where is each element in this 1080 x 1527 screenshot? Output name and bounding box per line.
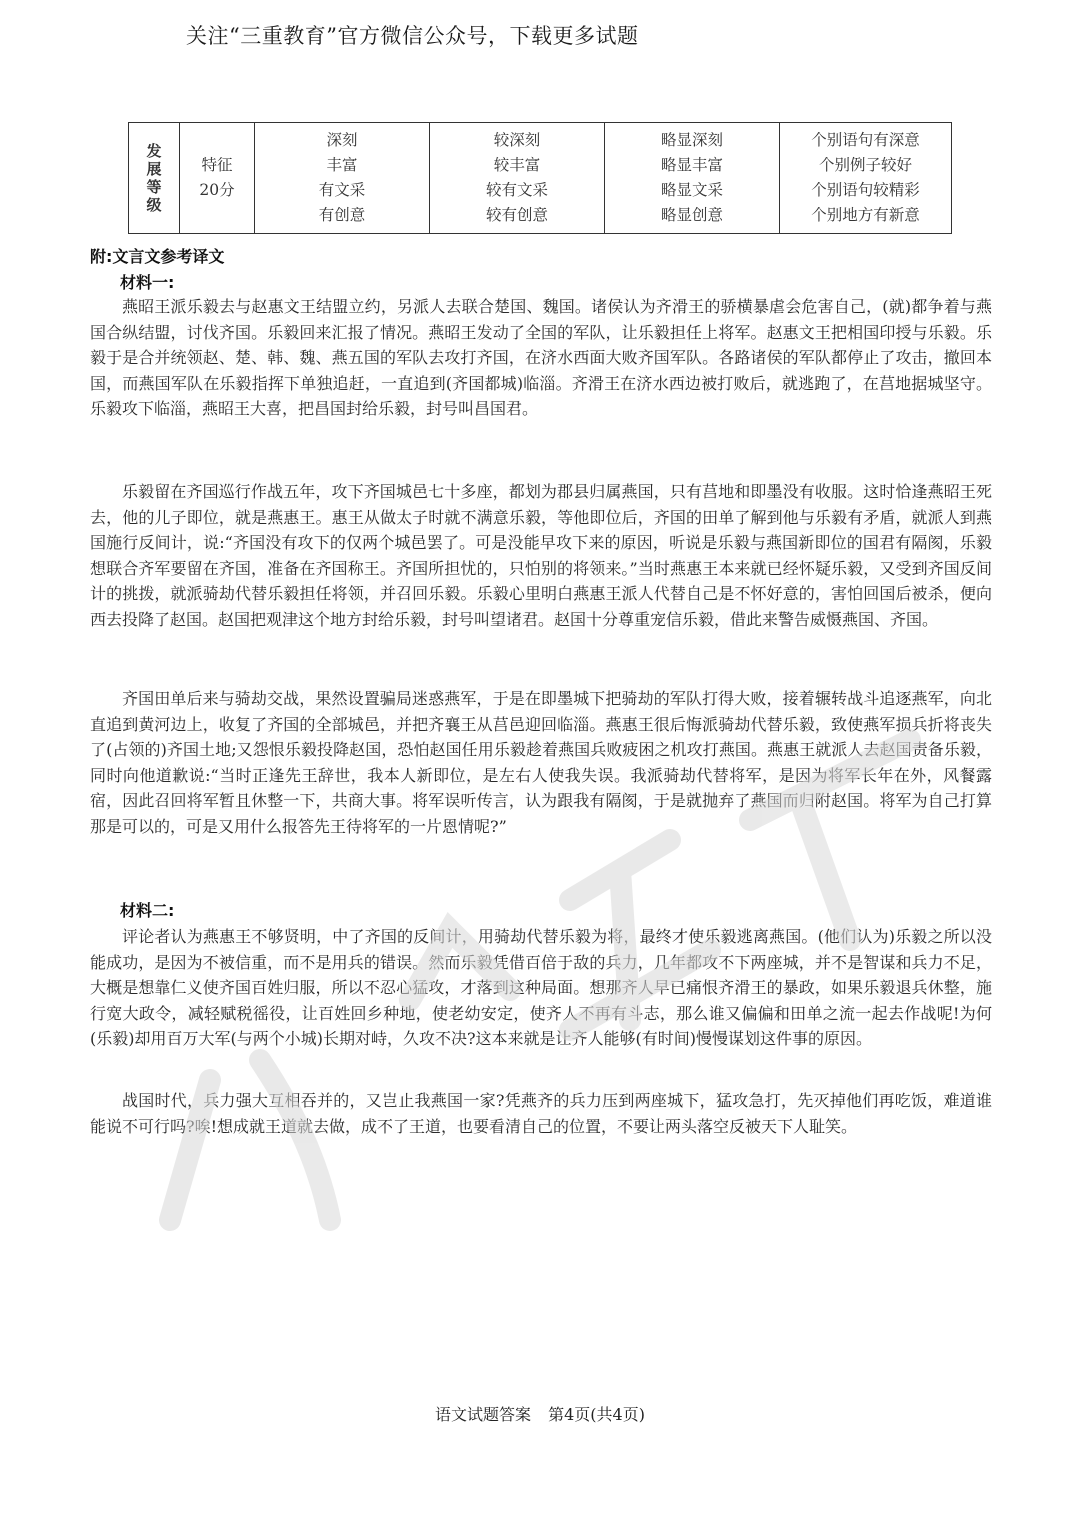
feature-cell	[180, 123, 255, 234]
level-item: 较深刻	[493, 131, 541, 149]
level-item: 个别语句较精彩	[811, 181, 920, 199]
level-1-cell	[255, 123, 430, 234]
level-item: 有创意	[318, 206, 366, 224]
material-1-paragraph: 齐国田单后来与骑劫交战，果然设置骗局迷惑燕军，于是在即墨城下把骑劫的军队打得大败，接着辗转战斗追逐燕军，向北直追到黄河边上，收复了齐国的全部城邑，并把齐襄王从莒邑迎回临淄。燕惠王很后悔派骑劫代替乐毅，致使燕军损兵折将丧失了(占领的)齐国土地;又怨恨乐毅投降赵国，恐怕赵国任用乐毅趁着燕国兵败疲困之机攻打燕国。燕惠王就派人去赵国责备乐毅，同时向他道歉说:“当时正逢先王辞世，我本人新即位，是左右人使我失误。我派骑劫代替将军，是因为将军长年在外，风餐露宿，因此召回将军暂且休整一下，共商大事。将军误听传言，认为跟我有隔阂，于是就抛弃了燕国而归附赵国。将军为自己打算那是可以的，可是又用什么报答先王待将军的一片恩情呢?”	[90, 689, 992, 836]
grading-table	[128, 122, 952, 234]
level-3-cell	[605, 123, 780, 234]
level-item: 较丰富	[493, 156, 541, 174]
category-char: 等	[146, 178, 162, 196]
level-item: 较有创意	[485, 206, 548, 224]
appendix-title: 附:文言文参考译文	[90, 247, 225, 266]
level-item: 略显深刻	[660, 131, 723, 149]
feature-label: 特征	[201, 156, 233, 174]
footer-page-number: 第4页(共4页)	[548, 1405, 645, 1424]
level-item: 略显文采	[660, 181, 723, 199]
level-2-cell	[430, 123, 605, 234]
material-1-paragraph: 乐毅留在齐国巡行作战五年，攻下齐国城邑七十多座，都划为郡县归属燕国，只有莒地和即墨没有收服。这时恰逢燕昭王死去，他的儿子即位，就是燕惠王。惠王从做太子时就不满意乐毅，等他即位后，齐国的田单了解到他与乐毅有矛盾，就派人到燕国施行反间计，说:“齐国没有攻下的仅两个城邑罢了。可是没能早攻下来的原因，听说是乐毅与燕国新即位的国君有隔阂，乐毅想联合齐军要留在齐国，准备在齐国称王。齐国所担忧的，只怕别的将领来。”当时燕惠王本来就已经怀疑乐毅，又受到齐国反间计的挑拨，就派骑劫代替乐毅担任将领，并召回乐毅。乐毅心里明白燕惠王派人代替自己是不怀好意的，害怕回国后被杀，便向西去投降了赵国。赵国把观津这个地方封给乐毅，封号叫望诸君。赵国十分尊重宠信乐毅，借此来警告威慑燕国、齐国。	[90, 482, 992, 629]
feature-score: 20分	[199, 181, 235, 199]
category-char: 级	[146, 196, 162, 214]
level-item: 丰富	[326, 156, 358, 174]
level-item: 较有文采	[485, 181, 548, 199]
material-2-paragraph: 评论者认为燕惠王不够贤明，中了齐国的反间计，用骑劫代替乐毅为将，最终才使乐毅逃离燕国。(他们认为)乐毅之所以没能成功，是因为不被信重，而不是用兵的错误。然而乐毅凭借百倍于敌的兵力，几年都攻不下两座城，并不是智谋和兵力不足，大概是想靠仁义使齐国百姓归服，所以不忍心猛攻，才落到这种局面。想那齐人早已痛恨齐滑王的暴政，如果乐毅退兵休整，施行宽大政令，减轻赋税徭役，让百姓回乡种地，使老幼安定，使齐人不再有斗志，那么谁又偏偏和田单之流一起去作战呢!为何(乐毅)却用百万大军(与两个小城)长期对峙，久攻不决?这本来就是让齐人能够(有时间)慢慢谋划这件事的原因。	[90, 927, 992, 1049]
level-item: 有文采	[318, 181, 366, 199]
category-char: 展	[146, 160, 162, 178]
category-char: 发	[146, 142, 162, 160]
level-item: 个别语句有深意	[811, 131, 920, 149]
material-2-heading: 材料二:	[120, 901, 175, 920]
level-item: 深刻	[326, 131, 358, 149]
material-1-heading: 材料一:	[120, 273, 175, 292]
level-item: 略显丰富	[660, 156, 723, 174]
level-4-cell	[780, 123, 952, 234]
footer-subject: 语文试题答案	[435, 1405, 532, 1424]
level-item: 略显创意	[660, 206, 723, 224]
page-footer	[0, 1402, 1080, 1425]
grade-category-cell	[129, 123, 180, 234]
material-1-paragraph: 燕昭王派乐毅去与赵惠文王结盟立约，另派人去联合楚国、魏国。诸侯认为齐滑王的骄横暴虐会危害自己，(就)都争着与燕国合纵结盟，讨伐齐国。乐毅回来汇报了情况。燕昭王发动了全国的军队，让乐毅担任上将军。赵惠文王把相国印授与乐毅。乐毅于是合并统领赵、楚、韩、魏、燕五国的军队去攻打齐国，在济水西面大败齐国军队。各路诸侯的军队都停止了攻击，撤回本国，而燕国军队在乐毅指挥下单独追赶，一直追到(齐国都城)临淄。齐滑王在济水西边被打败后，就逃跑了，在莒地据城坚守。乐毅攻下临淄，燕昭王大喜，把昌国封给乐毅，封号叫昌国君。	[90, 297, 992, 419]
material-2-paragraph: 战国时代，兵力强大互相吞并的，又岂止我燕国一家?凭燕齐的兵力压到两座城下，猛攻急打，先灭掉他们再吃饭，难道谁能说不可行吗?唉!想成就王道就去做，成不了王道，也要看清自己的位置，不要让两头落空反被天下人耻笑。	[90, 1091, 992, 1136]
level-item: 个别例子较好	[818, 156, 912, 174]
promo-header: 关注“三重教育”官方微信公众号，下载更多试题	[186, 24, 639, 48]
level-item: 个别地方有新意	[811, 206, 920, 224]
